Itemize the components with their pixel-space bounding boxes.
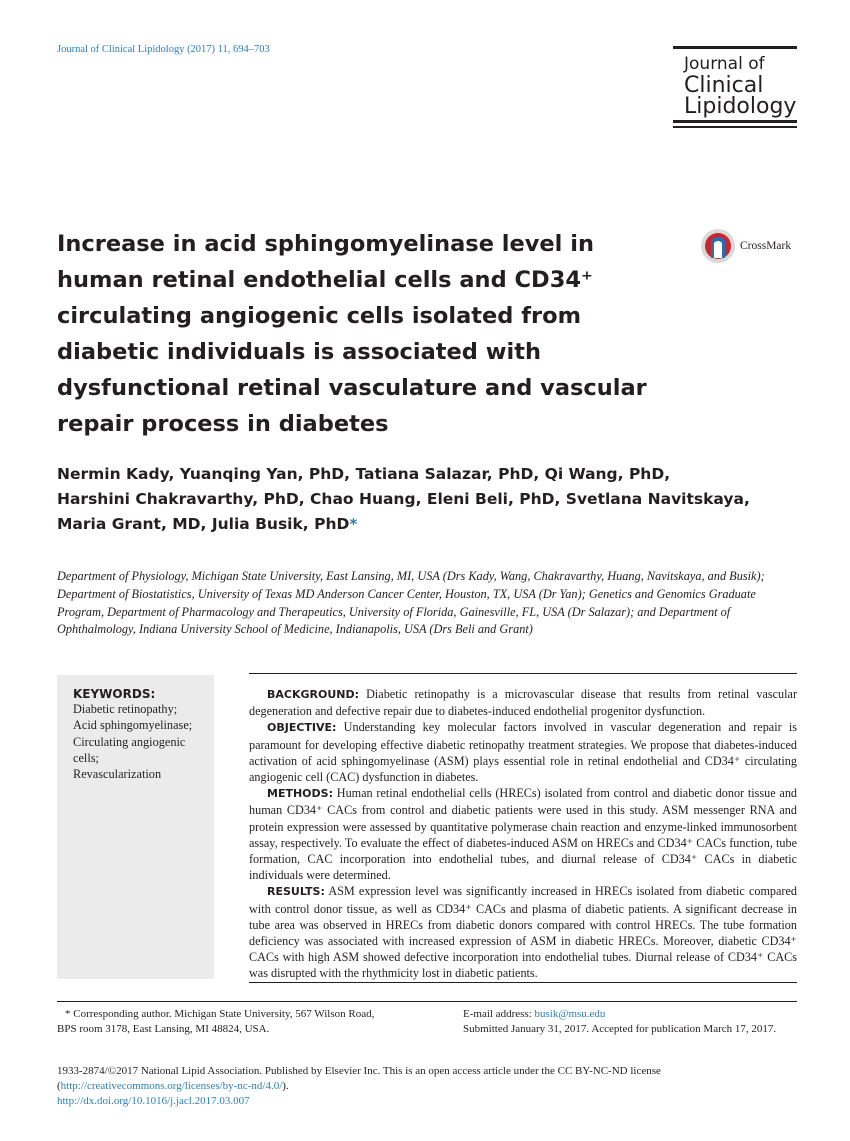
- crossmark-icon: [700, 228, 736, 264]
- keywords-box: [57, 675, 214, 979]
- license-close: ).: [282, 1080, 289, 1092]
- abstract-results: [249, 883, 797, 981]
- keyword-item: Circulating angiogenic: [73, 734, 186, 749]
- logo-bottom-rule-2: [673, 126, 797, 128]
- abstract-text: Diabetic retinopathy is a microvascular disease that results from retinal vascular degeneration and defective repair due to diabetes-induced endothelial progenitor dysfunction.: [249, 687, 798, 719]
- authors-line-2: Harshini Chakravarthy, PhD, Chao Huang, Eleni Beli, PhD, Svetlana Navitskaya,: [57, 490, 750, 508]
- authors-line-1: Nermin Kady, Yuanqing Yan, PhD, Tatiana Salazar, PhD, Qi Wang, PhD,: [57, 465, 671, 483]
- email-link[interactable]: busik@msu.edu: [534, 1008, 606, 1020]
- author-list: [57, 462, 797, 537]
- email-label: E-mail address:: [463, 1008, 535, 1020]
- journal-logo: [673, 46, 797, 128]
- footnote-rule: [57, 1001, 797, 1002]
- abstract-methods: [249, 785, 797, 883]
- abstract-top-rule: [249, 673, 797, 674]
- license-link[interactable]: http://creativecommons.org/licenses/by-nc-nd/4.0/: [60, 1080, 283, 1092]
- keywords-heading: KEYWORDS:: [73, 687, 156, 701]
- abstract-label: RESULTS:: [267, 885, 325, 899]
- doi-link[interactable]: http://dx.doi.org/10.1016/j.jacl.2017.03.007: [57, 1095, 250, 1107]
- abstract-objective: [249, 719, 797, 785]
- crossmark-badge[interactable]: [700, 228, 791, 264]
- logo-line1: Journal of: [684, 54, 765, 74]
- abstract-background: [249, 686, 797, 719]
- crossmark-label: CrossMark: [740, 240, 792, 252]
- contact-info: [463, 1007, 803, 1037]
- logo-bottom-rule: [673, 120, 797, 123]
- abstract-text: Human retinal endothelial cells (HRECs) isolated from control and diabetic donor tissue and human CD34⁺ CACs from control and diabetic patients were used in this study. ASM messenger RNA and protein expression were assessed by quantitative polymerase chain reaction and enzyme-linked immunosorbent assay, respectively. To evaluate the effect of diabetes-induced ASM on HRECs and CD34⁺ CACs function, tube formation, CAC incorporation into endothelial tubes, and diurnal release of CD34⁺ CACs in diabetic individuals were determined.: [249, 786, 798, 883]
- license-block: [57, 1064, 797, 1109]
- abstract-label: OBJECTIVE:: [267, 721, 337, 735]
- keyword-item: Diabetic retinopathy;: [73, 702, 178, 716]
- logo-line3: Lipidology: [684, 94, 797, 119]
- journal-citation: Journal of Clinical Lipidology (2017) 11, 694–703: [57, 44, 270, 55]
- keyword-item: cells;: [73, 750, 99, 765]
- affiliations: Department of Physiology, Michigan State University, East Lansing, MI, USA (Drs Kady, Wang, Chakravarthy, Huang, Navitskaya, and Busik); Department of Biostatistics, University of Texas MD Anderson Cancer Center, Houston, TX, USA (Dr Yan); Genetics and Genomics Graduate Program, Department of Pharmacology and Therapeutics, University of Florida, Gainesville, FL, USA (Dr Salazar); and Department of Ophthalmology, Indiana University School of Medicine, Indianapolis, USA (Drs Beli and Grant): [57, 569, 765, 637]
- abstract-bottom-rule: [249, 982, 797, 983]
- abstract-label: METHODS:: [267, 787, 333, 801]
- abstract-text: Understanding key molecular factors involved in vascular degeneration and repair is paramount for developing effective diabetic retinopathy treatment strategies. We propose that diabetes-induced activation of acid sphingomyelinase (ASM) plays essential role in retinal endothelial and CD34⁺ circulating angiogenic cell (CAC) dysfunction in diabetes.: [249, 720, 797, 785]
- abstract-label: BACKGROUND:: [267, 688, 360, 701]
- license-text: 1933-2874/©2017 National Lipid Association. Published by Elsevier Inc. This is an open access article under the CC BY-NC-ND license (: [57, 1065, 661, 1092]
- corresponding-line-1: * Corresponding author. Michigan State University, 567 Wilson Road,: [65, 1008, 375, 1020]
- abstract-text: ASM expression level was significantly increased in HRECs isolated from diabetic compared with control donor tissue, as well as CD34⁺ CACs and plasma of diabetic patients. A significant decrease in tube area was observed in HRECs from diabetic donors compared with control HRECs. The tube formation deficiency was associated with increased expression of ASM in diabetic HRECs. Moreover, diabetic CD34⁺ CACs with high ASM showed defective incorporation into endothelial tubes. Diurnal release of CD34⁺ CACs was disrupted with the rhythmicity lost in diabetic patients.: [249, 884, 797, 981]
- corresponding-line-2: BPS room 3178, East Lansing, MI 48824, USA.: [57, 1023, 270, 1035]
- logo-line2: Clinical: [684, 73, 764, 98]
- submission-dates: Submitted January 31, 2017. Accepted for publication March 17, 2017.: [463, 1023, 777, 1035]
- keyword-item: Revascularization: [73, 767, 162, 782]
- abstract: [249, 686, 797, 982]
- authors-line-3: Maria Grant, MD, Julia Busik, PhD: [57, 515, 350, 533]
- article-title: Increase in acid sphingomyelinase level in human retinal endothelial cells and CD34⁺ circulating angiogenic cells isolated from diabetic individuals is associated with dysfunctional retinal vasculature and vascular repair process in diabetes: [57, 231, 647, 437]
- keyword-item: Acid sphingomyelinase;: [73, 718, 193, 733]
- corresponding-author-link[interactable]: *: [349, 515, 358, 533]
- corresponding-author-note: [57, 1007, 437, 1037]
